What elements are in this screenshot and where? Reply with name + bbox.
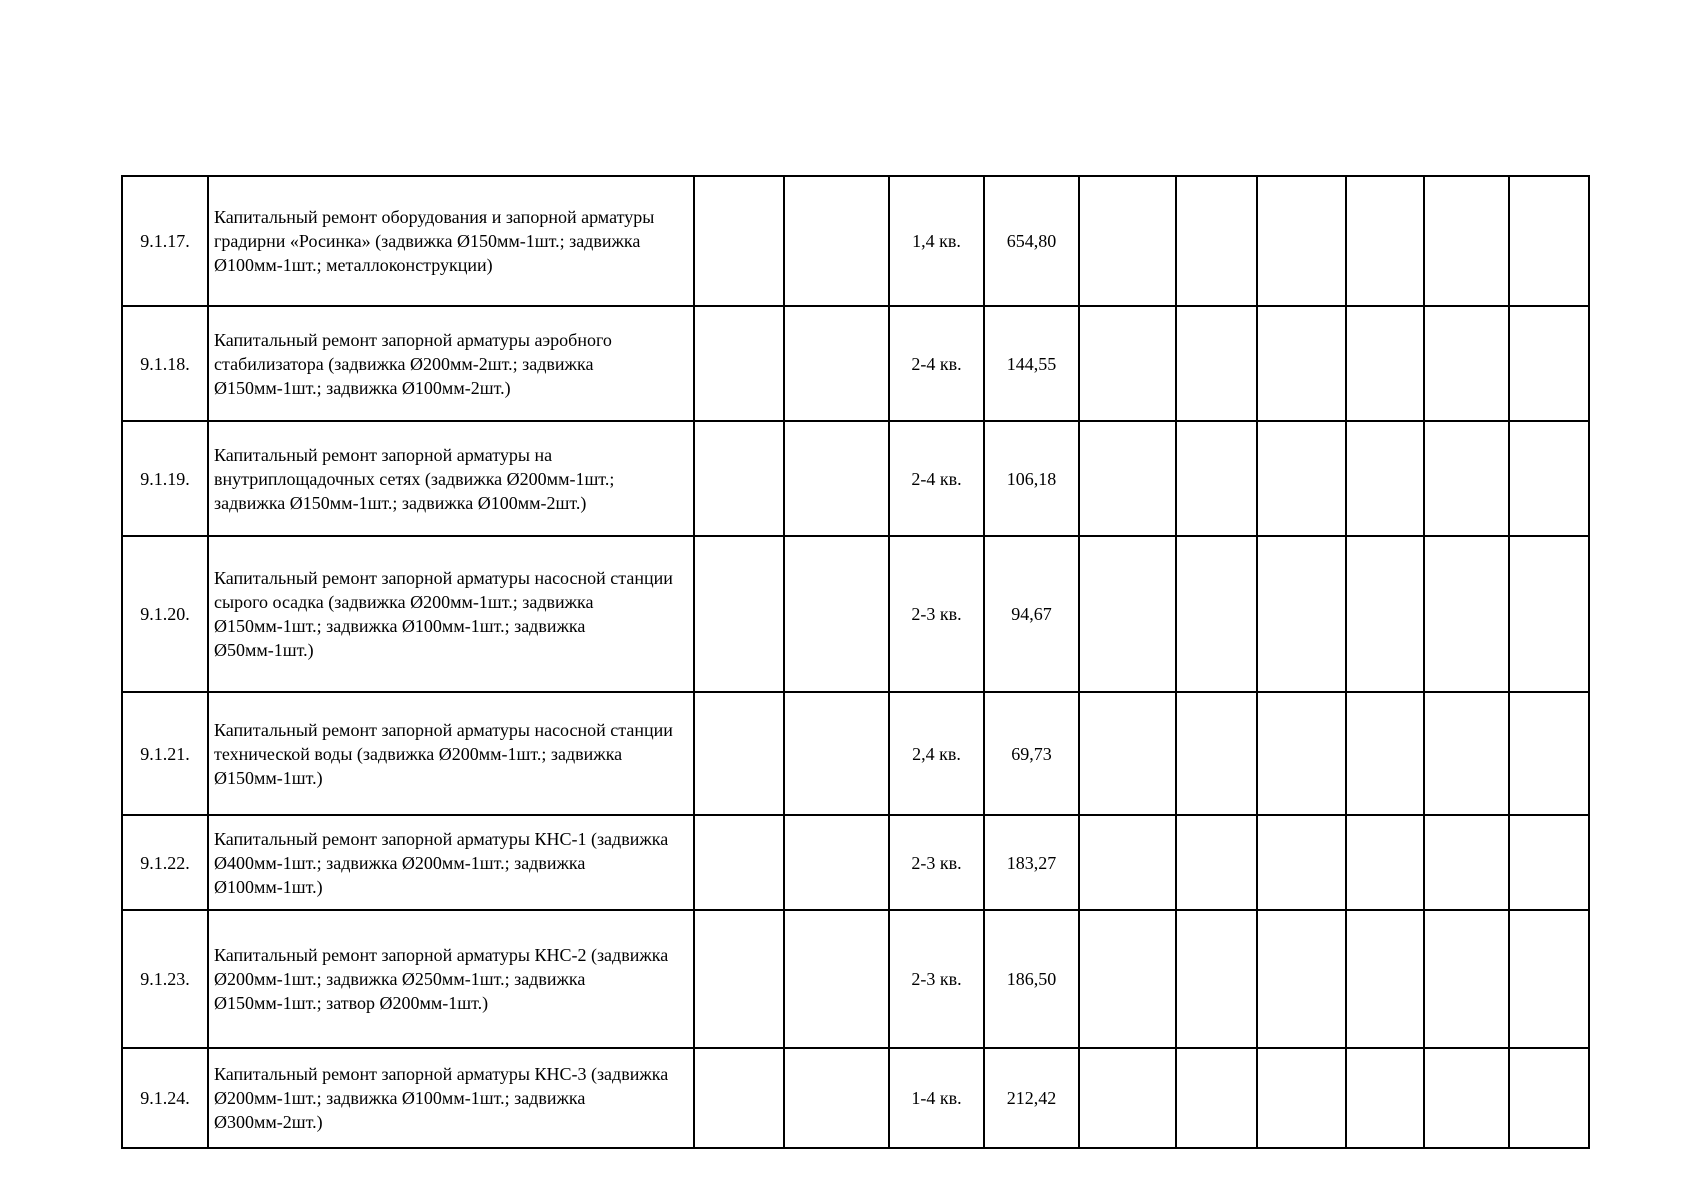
empty-cell (784, 910, 889, 1048)
work-description: Капитальный ремонт запорной арматуры КНС-1 (задвижка Ø400мм-1шт.; задвижка Ø200мм-1шт.; задвижка Ø100мм-1шт.) (208, 815, 694, 910)
amount-cell: 94,67 (984, 536, 1079, 692)
empty-cell (784, 692, 889, 815)
empty-cell (1346, 176, 1424, 306)
empty-cell (784, 1048, 889, 1148)
empty-cell (694, 815, 784, 910)
empty-cell (1509, 176, 1589, 306)
empty-cell (1346, 306, 1424, 421)
empty-cell (1424, 910, 1509, 1048)
empty-cell (784, 421, 889, 536)
empty-cell (1424, 306, 1509, 421)
table-row (122, 176, 1589, 306)
empty-cell (1257, 815, 1346, 910)
empty-cell (1257, 176, 1346, 306)
amount-cell: 212,42 (984, 1048, 1079, 1148)
amount-cell: 654,80 (984, 176, 1079, 306)
empty-cell (1257, 306, 1346, 421)
empty-cell (1346, 1048, 1424, 1148)
empty-cell (1346, 421, 1424, 536)
period-cell: 2-3 кв. (889, 536, 984, 692)
empty-cell (1424, 536, 1509, 692)
empty-cell (1509, 692, 1589, 815)
work-description: Капитальный ремонт оборудования и запорной арматуры градирни «Росинка» (задвижка Ø150мм-1шт.; задвижка Ø100мм-1шт.; металлоконструкции) (208, 176, 694, 306)
empty-cell (694, 176, 784, 306)
empty-cell (1079, 815, 1176, 910)
empty-cell (1424, 1048, 1509, 1148)
table-row (122, 1048, 1589, 1148)
empty-cell (1346, 692, 1424, 815)
empty-cell (1079, 536, 1176, 692)
empty-cell (1079, 692, 1176, 815)
period-cell: 2-4 кв. (889, 306, 984, 421)
table-row (122, 910, 1589, 1048)
empty-cell (1079, 176, 1176, 306)
amount-cell: 144,55 (984, 306, 1079, 421)
empty-cell (694, 692, 784, 815)
empty-cell (1176, 421, 1257, 536)
empty-cell (1079, 421, 1176, 536)
empty-cell (1424, 815, 1509, 910)
empty-cell (1509, 1048, 1589, 1148)
empty-cell (1424, 421, 1509, 536)
empty-cell (1257, 1048, 1346, 1148)
table-row (122, 692, 1589, 815)
amount-cell: 186,50 (984, 910, 1079, 1048)
work-description: Капитальный ремонт запорной арматуры КНС-2 (задвижка Ø200мм-1шт.; задвижка Ø250мм-1шт.; задвижка Ø150мм-1шт.; затвор Ø200мм-1шт.) (208, 910, 694, 1048)
empty-cell (1509, 306, 1589, 421)
period-cell: 2,4 кв. (889, 692, 984, 815)
empty-cell (1346, 536, 1424, 692)
empty-cell (1176, 536, 1257, 692)
row-number: 9.1.22. (122, 815, 208, 910)
empty-cell (1509, 815, 1589, 910)
empty-cell (1079, 1048, 1176, 1148)
empty-cell (694, 536, 784, 692)
empty-cell (784, 536, 889, 692)
table-row (122, 536, 1589, 692)
empty-cell (1079, 306, 1176, 421)
work-description: Капитальный ремонт запорной арматуры насосной станции технической воды (задвижка Ø200мм-1шт.; задвижка Ø150мм-1шт.) (208, 692, 694, 815)
empty-cell (694, 306, 784, 421)
empty-cell (1176, 1048, 1257, 1148)
table-row (122, 421, 1589, 536)
period-cell: 2-3 кв. (889, 815, 984, 910)
empty-cell (784, 176, 889, 306)
empty-cell (1346, 910, 1424, 1048)
empty-cell (1257, 536, 1346, 692)
period-cell: 2-4 кв. (889, 421, 984, 536)
table-row (122, 815, 1589, 910)
work-description: Капитальный ремонт запорной арматуры аэробного стабилизатора (задвижка Ø200мм-2шт.; задвижка Ø150мм-1шт.; задвижка Ø100мм-2шт.) (208, 306, 694, 421)
row-number: 9.1.23. (122, 910, 208, 1048)
row-number: 9.1.19. (122, 421, 208, 536)
empty-cell (1509, 910, 1589, 1048)
row-number: 9.1.24. (122, 1048, 208, 1148)
empty-cell (1424, 692, 1509, 815)
amount-cell: 106,18 (984, 421, 1079, 536)
period-cell: 2-3 кв. (889, 910, 984, 1048)
empty-cell (1257, 910, 1346, 1048)
empty-cell (1176, 176, 1257, 306)
empty-cell (1176, 815, 1257, 910)
row-number: 9.1.21. (122, 692, 208, 815)
work-description: Капитальный ремонт запорной арматуры КНС-3 (задвижка Ø200мм-1шт.; задвижка Ø100мм-1шт.; задвижка Ø300мм-2шт.) (208, 1048, 694, 1148)
empty-cell (694, 1048, 784, 1148)
empty-cell (1079, 910, 1176, 1048)
empty-cell (1509, 421, 1589, 536)
empty-cell (694, 910, 784, 1048)
empty-cell (784, 815, 889, 910)
empty-cell (1176, 306, 1257, 421)
empty-cell (1176, 692, 1257, 815)
row-number: 9.1.18. (122, 306, 208, 421)
empty-cell (784, 306, 889, 421)
table-row (122, 306, 1589, 421)
amount-cell: 69,73 (984, 692, 1079, 815)
work-description: Капитальный ремонт запорной арматуры насосной станции сырого осадка (задвижка Ø200мм-1шт.; задвижка Ø150мм-1шт.; задвижка Ø100мм-1шт.; задвижка Ø50мм-1шт.) (208, 536, 694, 692)
period-cell: 1-4 кв. (889, 1048, 984, 1148)
empty-cell (694, 421, 784, 536)
row-number: 9.1.17. (122, 176, 208, 306)
amount-cell: 183,27 (984, 815, 1079, 910)
empty-cell (1257, 692, 1346, 815)
work-plan-table (121, 175, 1590, 1149)
empty-cell (1509, 536, 1589, 692)
empty-cell (1176, 910, 1257, 1048)
work-description: Капитальный ремонт запорной арматуры на внутриплощадочных сетях (задвижка Ø200мм-1шт.; задвижка Ø150мм-1шт.; задвижка Ø100мм-2шт.) (208, 421, 694, 536)
empty-cell (1257, 421, 1346, 536)
period-cell: 1,4 кв. (889, 176, 984, 306)
row-number: 9.1.20. (122, 536, 208, 692)
empty-cell (1346, 815, 1424, 910)
empty-cell (1424, 176, 1509, 306)
